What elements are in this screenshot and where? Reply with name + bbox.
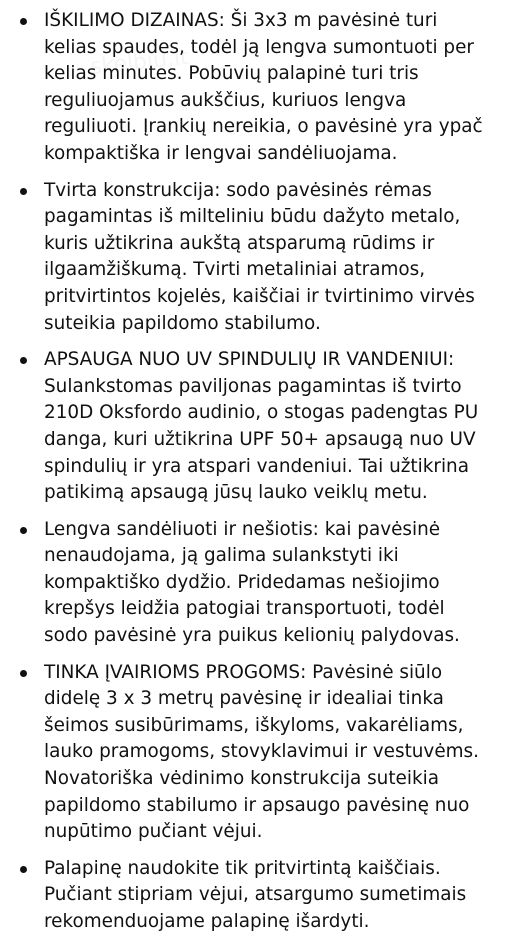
list-item [12, 856, 494, 936]
list-item-text: APSAUGA NUO UV SPINDULIŲ IR VANDENIUI: Sulankstomas paviljonas pagamintas iš tvirto 210D Oksfordo audinio, o stogas padengtas PU danga, kuri užtikrina UPF 50+ apsaugą nuo UV spindulių ir yra atspari vandeniui. Tai užtikrina patikimą apsaugą jūsų lauko veiklų metu. [44, 349, 479, 504]
list-item-text: IŠKILIMO DIZAINAS: Ši 3x3 m pavėsinė turi kelias spaudes, todėl ją lengva sumontuoti per kelias minutes. Pobūvių palapinė turi tris reguliuojamus aukščius, kuriuos lengva reguliuoti. Įrankių nereikia, o pavėsinė yra ypač kompaktiška ir lengvai sandėliuojama. [44, 10, 483, 164]
list-item [12, 178, 494, 338]
list-item-text: Lengva sandėliuoti ir nešiotis: kai pavėsinė nenaudojama, ją galima sulankstyti iki kompaktiško dydžio. Pridedamas nešiojimo krepšys leidžia patogiai transportuoti, todėl sodo pavėsinė yra puikus kelionių palydovas. [44, 518, 460, 647]
bullet-icon [20, 357, 27, 364]
list-item [12, 517, 494, 650]
list-item-text: TINKA ĮVAIRIOMS PROGOMS: Pavėsinė siūlo didelę 3 x 3 metrų pavėsinę ir idealiai tinka šeimos susibūrimams, iškyloms, vakarėliams, lauko pramogoms, stovyklavimui ir vestuvėms. Novatoriška vėdinimo konstrukcija suteikia papildomo stabilumo ir apsaugo pavėsinę nuo nupūtimo pučiant vėjui. [44, 661, 479, 843]
bullet-icon [20, 188, 27, 195]
bullet-icon [20, 527, 27, 534]
list-item [12, 660, 494, 846]
list-item-text: Tvirta konstrukcija: sodo pavėsinės rėmas pagamintas iš milteliniu būdu dažyto metalo, kuris užtikrina aukštą atsparumą rūdims ir ilgaamžiškumą. Tvirti metaliniai atramos, pritvirtintos kojelės, kaiščiai ir tvirtinimo virvės suteikia papildomo stabilumo. [44, 179, 475, 334]
bullet-icon [20, 670, 27, 677]
bullet-icon [20, 18, 27, 25]
list-item [12, 347, 494, 507]
bullet-icon [20, 866, 27, 873]
list-item-text: Palapinę naudokite tik pritvirtintą kaiščiais. Pučiant stipriam vėjui, atsargumo sumetimais rekomenduojame palapinę išardyti. [44, 857, 467, 932]
list-item [12, 8, 494, 168]
